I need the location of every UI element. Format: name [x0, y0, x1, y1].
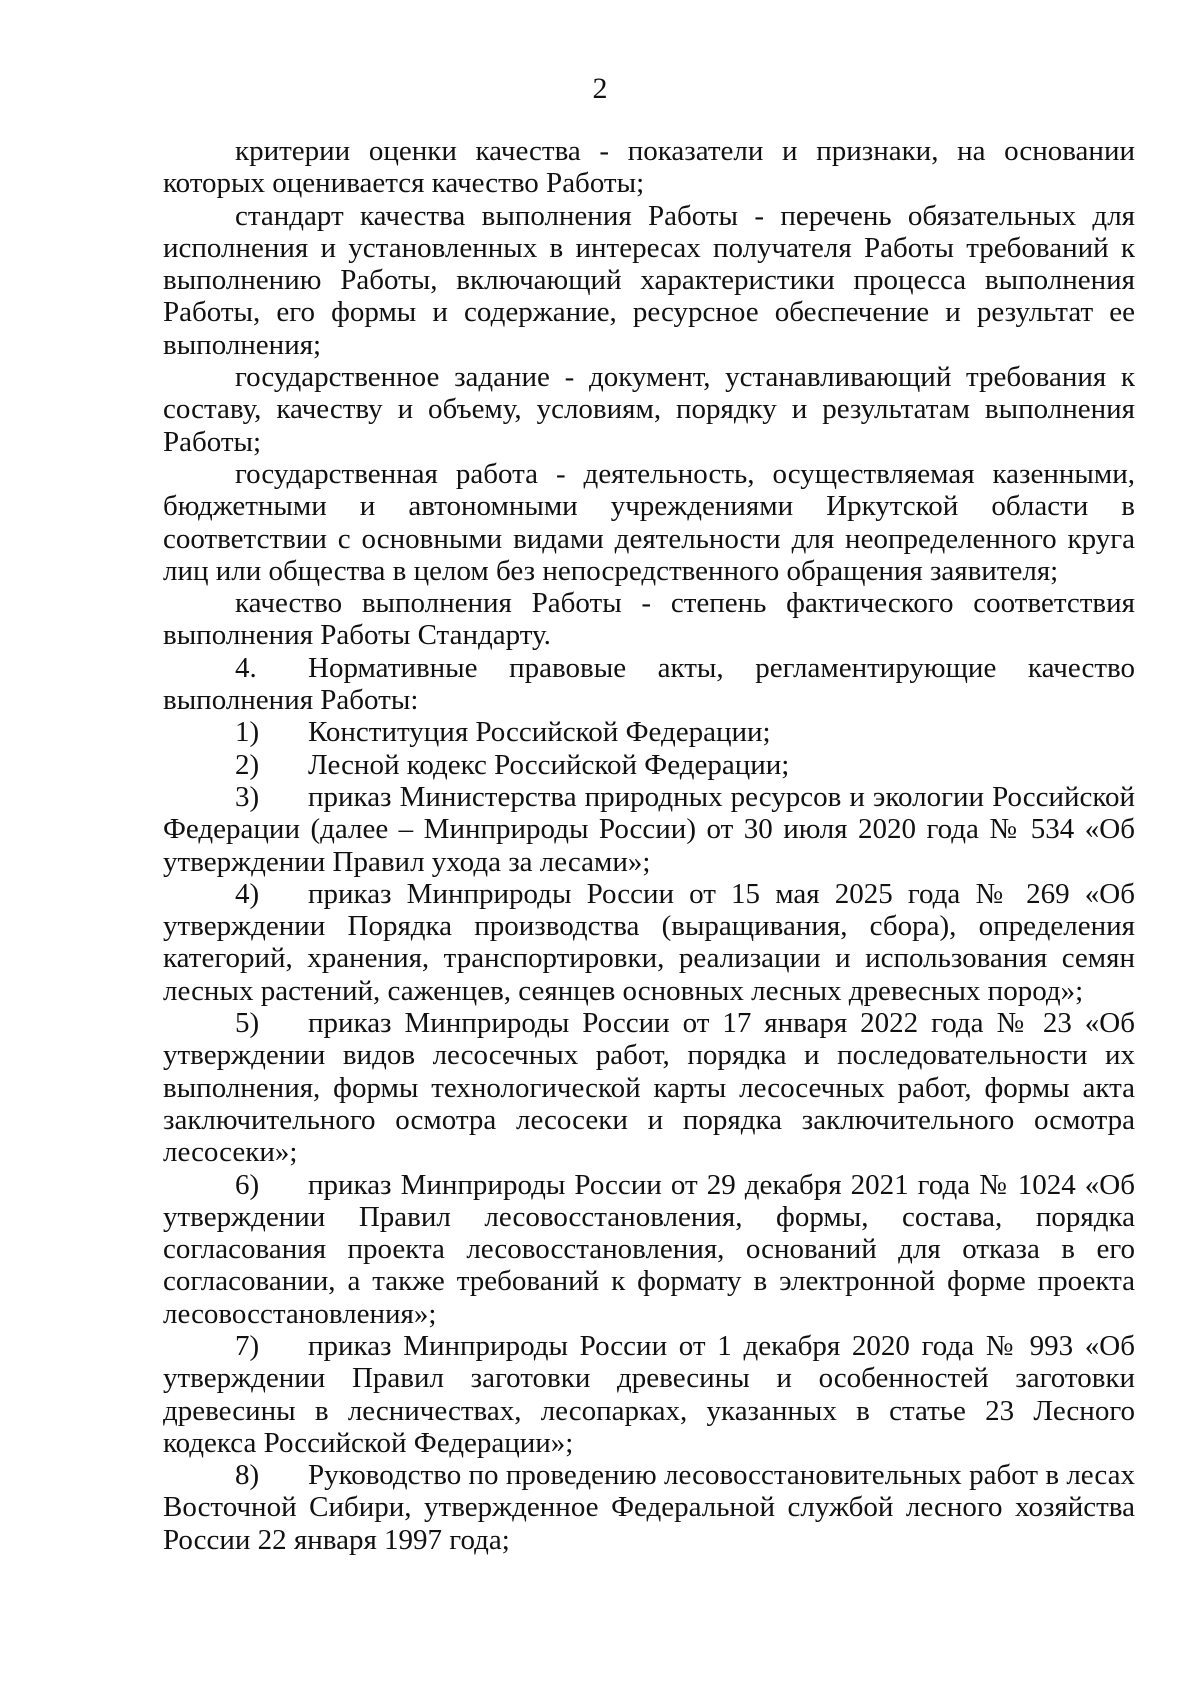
item-number: 4. — [235, 651, 257, 684]
paragraph-section-4: 4. Нормативные правовые акты, регламентирующие качество выполнения Работы: — [163, 651, 1135, 717]
list-item-1: 1) Конституция Российской Федерации; — [235, 716, 771, 749]
paragraph-definition-quality-criteria: критерии оценки качества - показатели и признаки, на основании которых оценивается качество Работы; — [163, 135, 1135, 200]
paragraph-definition-state-work: государственная работа - деятельность, осуществляемая казенными, бюджетными и автономными учреждениями Иркутской области в соответствии с основными видами деятельности для неопределенного круга лиц или общества в целом без непосредственного обращения заявителя; — [163, 457, 1135, 587]
item-number: 7) — [235, 1329, 260, 1362]
item-number: 5) — [235, 1007, 260, 1040]
item-number: 8) — [235, 1459, 260, 1492]
item-number: 4) — [235, 877, 260, 910]
item-number: 6) — [235, 1168, 260, 1201]
list-item-2: 2) Лесной кодекс Российской Федерации; — [235, 748, 790, 781]
paragraph-definition-work-quality: качество выполнения Работы - степень фактического соответствия выполнения Работы Стандарту. — [163, 587, 1135, 652]
list-item-8: 8) Руководство по проведению лесовосстановительных работ в лесах Восточной Сибири, утвержденное Федеральной службой лесного хозяйства России 22 января 1997 года; — [163, 1459, 1135, 1556]
list-item-5: 5) приказ Минприроды России от 17 января 2022 года № 23 «Об утверждении видов лесосечных работ, порядка и последовательности их выполнения, формы технологической карты лесосечных работ, формы акта заключительного осмотра лесосеки и порядка заключительного осмотра лесосеки»; — [163, 1007, 1135, 1169]
item-number: 2) — [235, 748, 260, 781]
list-item-6: 6) приказ Минприроды России от 29 декабря 2021 года № 1024 «Об утверждении Правил лесовосстановления, формы, состава, порядка согласования проекта лесовосстановления, оснований для отказа в его согласовании, а также требований к формату в электронной форме проекта лесовосстановления»; — [163, 1168, 1135, 1330]
item-number: 3) — [235, 780, 260, 813]
document-body — [163, 135, 1135, 1556]
list-item-4: 4) приказ Минприроды России от 15 мая 2025 года № 269 «Об утверждении Порядка производства (выращивания, сбора), определения категорий, хранения, транспортировки, реализации и использования семян лесных растений, саженцев, сеянцев основных лесных древесных пород»; — [163, 877, 1135, 1007]
list-item-7: 7) приказ Минприроды России от 1 декабря 2020 года № 993 «Об утверждении Правил заготовки древесины и особенностей заготовки древесины в лесничествах, лесопарках, указанных в статье 23 Лесного кодекса Российской Федерации»; — [163, 1329, 1135, 1459]
page-number: 2 — [592, 72, 608, 105]
paragraph-definition-quality-standard: стандарт качества выполнения Работы - перечень обязательных для исполнения и установленных в интересах получателя Работы требований к выполнению Работы, включающий характеристики процесса выполнения Работы, его формы и содержание, ресурсное обеспечение и результат ее выполнения; — [163, 199, 1135, 361]
paragraph-definition-state-assignment: государственное задание - документ, устанавливающий требования к составу, качеству и объему, условиям, порядку и результатам выполнения Работы; — [163, 361, 1135, 458]
list-item-3: 3) приказ Министерства природных ресурсов и экологии Российской Федерации (далее – Минприроды России) от 30 июля 2020 года № 534 «Об утверждении Правил ухода за лесами»; — [163, 780, 1135, 878]
item-number: 1) — [235, 716, 260, 749]
